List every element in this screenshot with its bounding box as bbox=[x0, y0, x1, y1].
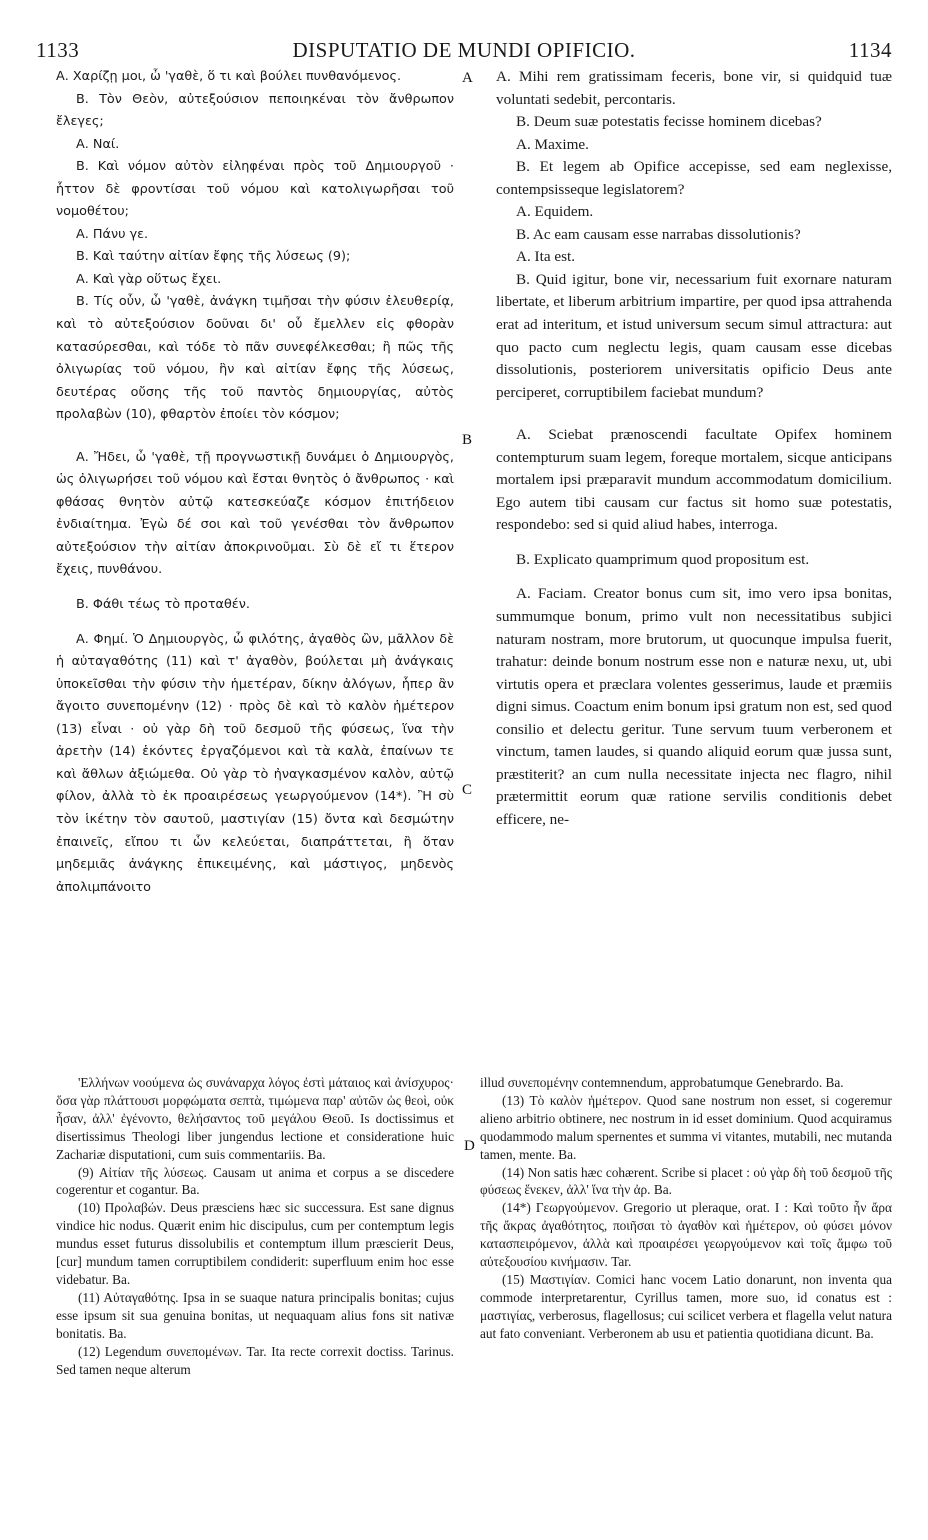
greek-para: Β. Καὶ ταύτην αἰτίαν ἔφης τῆς λύσεως (9); bbox=[76, 249, 351, 265]
page-number-left: 1133 bbox=[36, 38, 80, 62]
latin-para: B. Et legem ab Opifice accepisse, sed eam neglexisse, contempsisseque legislatorem? bbox=[496, 158, 892, 198]
footnote: (10) Προλαβών. Deus præsciens hæc sic successura. Est sane dignus vindice hic nodus. Quærit enim hic discipulus, cum per contemptum legis mundus esset futurus dissolubilis et contemptum illum præscierit Deus, [cur] mundum tamen corruptibilem condiderit: superfluum enim hoc esse videbatur. Ba. bbox=[56, 1200, 454, 1287]
greek-text-column bbox=[56, 66, 454, 899]
footnote: (12) Legendum συνεπομένων. Tar. Ita recte correxit doctiss. Tarinus. Sed tamen neque alterum bbox=[56, 1343, 454, 1377]
footnotes-left bbox=[56, 1074, 454, 1378]
footnote: (14*) Γεωργούμενον. Gregorio ut pleraque, orat. I : Καὶ τοῦτο ἦν ἄρα τῆς ἄκρας ἀγαθότητος, ποιῆσαι τὸ ἀγαθὸν καὶ ἡμέτερον, οὐ φύσει μόνον κατασπειρόμενον, ἀλλὰ καὶ προαιρέσει γεωργούμενον καὶ τοῖς ἄμφω τοῦ αὐτεξουσίου κινήμασιν. Tar. bbox=[480, 1200, 892, 1270]
latin-text-column bbox=[496, 66, 892, 832]
page-header bbox=[0, 0, 928, 60]
footnote: illud συνεπομένην contemnendum, approbatumque Genebrardo. Ba. bbox=[480, 1075, 844, 1090]
latin-para: B. Ac eam causam esse narrabas dissolutionis? bbox=[516, 225, 801, 243]
greek-para: Α. Ἤδει, ὦ 'γαθὲ, τῇ προγνωστικῇ δυνάμει ὁ Δημιουργὸς, ὡς ὀλιγωρήσει τοῦ νόμου καὶ ἔσται θνητὸς ὁ ἄνθρωπος · καὶ φθάσας θνητὸν αὐτῷ κατεσκεύαζε κόσμον ἐπιτήδειον ἐνδιαίτημα. Ἐγὼ δέ σοι καὶ τοῦ γενέσθαι τὸν ἄνθρωπον αὐτεξούσιον τὴν αἰτίαν ἀποκρινοῦμαι. Σὺ δὲ εἴ τι ἕτερον ἔχεις, πυνθάνου. bbox=[56, 449, 454, 578]
latin-para: B. Deum suæ potestatis fecisse hominem dicebas? bbox=[516, 113, 822, 131]
latin-para: A. Faciam. Creator bonus cum sit, imo vero ipsa bonitas, summumque bonum, primo vult non necessitatibus subjici naturam nostram, more brutorum, ut quocunque impulsa fuerit, trahatur: deinde bonum nostrum esse non e naturæ nexu, ut, ubi virtutis opera et præclara volentes gesserimus, laude et præmiis digni simus. Coactum enim bonum ipsi gratum non est, sed quod consilio et delectu geritur. Tune servum tuum verberonem et vinctum, tamen laudes, si quando aliquid eorum quæ jussa sunt, præstiterit? an cum nulla necessitate injecta nec flagro, nihil prætermittit eorum quæ ratione servilis conditionis debet efficere, ne- bbox=[496, 585, 892, 828]
latin-para: A. Sciebat prænoscendi facultate Opifex hominem contempturum suam legem, foreque mortalem, sicque anticipans mortalem ipsi præparavit mundum accommodatum domicilium. Ego autem tibi causam cur factus sit homo suæ potestatis, respondebo: sed si quid aliud habes, interroga. bbox=[496, 426, 892, 534]
footnote: (15) Μαστιγίαν. Comici hanc vocem Latio donarunt, non inventa qua commode interpretarentur, Cyrillus tamen, more suo, id conatus est : μαστιγίας, verberosus, flagellosus; cui scilicet verbera et flagella velut natura aut fato conveniant. Verberonem ab usu et patientia quotidiana dicunt. Ba. bbox=[480, 1271, 892, 1341]
margin-letter-c: C bbox=[462, 782, 473, 798]
page-number-right: 1134 bbox=[848, 38, 892, 62]
latin-para: A. Equidem. bbox=[516, 203, 594, 221]
footnotes-right bbox=[480, 1074, 892, 1343]
latin-para: A. Ita est. bbox=[516, 248, 576, 266]
latin-para: A. Mihi rem gratissimam feceris, bone vir, si quidquid tuæ voluntati sedebit, percontaris. bbox=[496, 68, 892, 108]
margin-letter-b: B bbox=[462, 432, 473, 448]
margin-letter-a: A bbox=[462, 70, 473, 86]
greek-para: Α. Πάνυ γε. bbox=[76, 226, 149, 242]
greek-para: Β. Φάθι τέως τὸ προταθέν. bbox=[76, 597, 250, 613]
footnote: (14) Non satis hæc cohærent. Scribe si placet : οὐ γὰρ δὴ τοῦ δεσμοῦ τῆς φύσεως ἕνεκεν, ἀλλ' ἵνα τὴν ἀρ. Ba. bbox=[480, 1164, 892, 1198]
footnote: (13) Τὸ καλὸν ἡμέτερον. Quod sane nostrum non esset, si cogeremur alieno arbitrio obtinere, nec nostrum in id esset dominium. Quod acquiramus quodammodo malum spernentes et summa vi vitantes, mutabili, nec mutanda tamen, mente. Ba. bbox=[480, 1092, 892, 1162]
footnote: (11) Αὐταγαθότης. Ipsa in se suaque natura principalis bonitas; cujus esse ipsum sit sua genuina bonitas, ut nequaquam alius fons sit nativæ bonitatis. Ba. bbox=[56, 1289, 454, 1341]
margin-letter-d: D bbox=[464, 1138, 475, 1154]
greek-para: Α. Καὶ γὰρ οὕτως ἔχει. bbox=[76, 271, 222, 287]
footnote: (9) Αἰτίαν τῆς λύσεως. Causam ut anima et corpus a se discedere cogerentur et cogantur. Ba. bbox=[56, 1164, 454, 1198]
greek-para: Β. Καὶ νόμον αὐτὸν εἰληφέναι πρὸς τοῦ Δημιουργοῦ · ἧττον δὲ φροντίσαι τοῦ νόμου καὶ κατολιγωρῆσαι τοῦ νομοθέτου; bbox=[56, 159, 454, 220]
greek-para: Α. Φημί. Ὁ Δημιουργὸς, ὦ φιλότης, ἀγαθὸς ὢν, μᾶλλον δὲ ἡ αὐταγαθότης (11) καὶ τ' ἀγαθὸν, βούλεται μὴ ἀνάγκαις ὑποκεῖσθαι τὴν φύσιν τὴν ἡμετέραν, δίκην ἀλόγων, ἧπερ ἂν ἄγοιτο συνεπομένην (12) · πρὸς δὲ καὶ τὸ καλὸν ἡμέτερον (13) εἶναι · οὐ γὰρ δὴ τοῦ δεσμοῦ τῆς φύσεως, ἵνα τὴν ἀρετὴν (14) ἑκόντες ἐργαζόμενοι καὶ τὰ καλὰ, ἐπαίνων τε καὶ ἄθλων ἀξιώμεθα. Οὐ γὰρ τὸ ἠναγκασμένον καλὸν, αὐτῷ φίλον, ἀλλὰ τὸ ἐκ προαιρέσεως γεωργούμενον (14*). Ἢ σὺ τὸν ἱκέτην τὸν σαυτοῦ, μαστιγίαν (15) ὄντα καὶ δεσμώτην ἐπαινεῖς, εἴπου τι ὧν κελεύεται, διαπράττεται, ἢ ὅταν μηδεμιᾶς ἀνάγκης ἐπικειμένης, καὶ μάστιγος, μηδενὸς ἀπολιμπάνοιτο bbox=[56, 631, 454, 895]
greek-para: Β. Τὸν Θεὸν, αὐτεξούσιον πεποιηκέναι τὸν ἄνθρωπον ἔλεγες; bbox=[56, 91, 454, 130]
greek-para: Α. Χαρίζῃ μοι, ὦ 'γαθὲ, ὅ τι καὶ βούλει πυνθανόμενος. bbox=[56, 69, 402, 84]
latin-para: B. Quid igitur, bone vir, necessarium fuit exornare naturam libertate, et liberum arbitrium impartire, per quod ipsa attrahenda erat ad interitum, et istud universum secum simul attractura: aut quo pacto cum neglectu legis, quam causam esse dicebas dissolutionis, posteriorem universitatis opificio Deus ante perciperet, corruptibilem faciebat mundum? bbox=[496, 270, 892, 401]
latin-para: A. Maxime. bbox=[516, 135, 589, 153]
latin-para: B. Explicato quamprimum quod propositum est. bbox=[516, 550, 810, 568]
footnote: 'Ελλήνων νοούμενα ὡς συνάναρχα λόγος ἐστὶ μάταιος καὶ ἀνίσχυρος· ὅσα γὰρ πλάττουσι μορφώματα σεπτὰ, τιμώμενα παρ' αὐτῶν ὡς θεοὶ, οὐκ ἦσαν, ἀλλ' ἐγένοντο, θελήσαντος τοῦ μεγάλου Θεοῦ. Is doctissimus et disertissimus Theologi liber jungendus lectione et consideratione huic Zachariæ disputationi, cum suis commentariis. Ba. bbox=[56, 1075, 454, 1162]
running-title: DISPUTATIO DE MUNDI OPIFICIO. bbox=[292, 38, 636, 62]
greek-para: Α. Ναί. bbox=[76, 136, 120, 152]
greek-para: Β. Τίς οὖν, ὦ 'γαθὲ, ἀνάγκη τιμῆσαι τὴν φύσιν ἐλευθερίᾳ, καὶ τὸ αὐτεξούσιον δοῦναι δι' οὗ ἔμελλεν εἰς φθορὰν κατασύρεσθαι, καὶ τόδε τὸ πᾶν συνεφέλκεσθαι; ἢ πῶς τῆς ὀλιγωρίας τοῦ νόμου, ἣν καὶ αἰτίαν ἔφης τῆς λύσεως, δευτέρας οὔσης τῆς τοῦ παντὸς δημιουργίας, αὐτὸς προλαβὼν (10), φθαρτὸν ἐποίει τὸν κόσμον; bbox=[56, 294, 454, 423]
